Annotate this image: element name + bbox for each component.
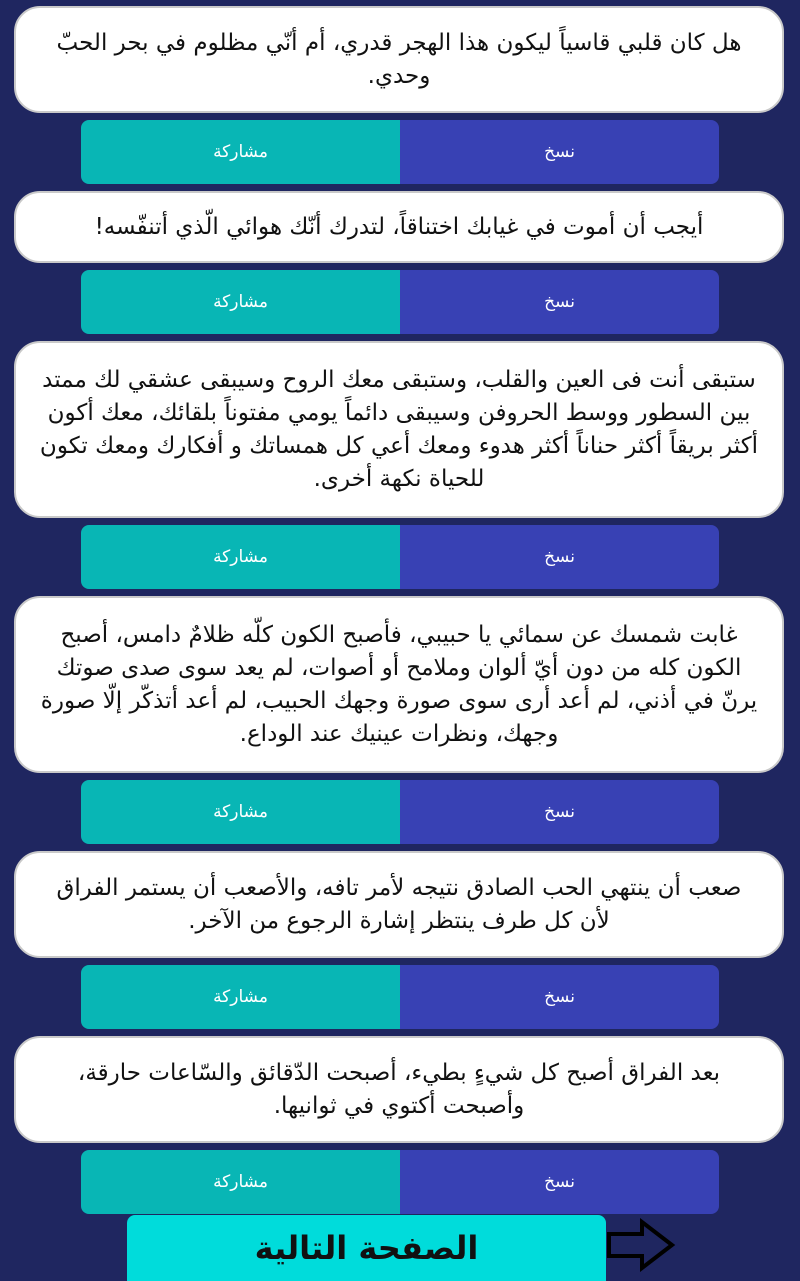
quote-text: أيجب أن أموت في غيابك اختناقاً، لتدرك أنّك هوائي الّذي أتنفّسه! — [94, 213, 704, 240]
copy-button[interactable]: نسخ — [400, 525, 719, 589]
share-button[interactable]: مشاركة — [81, 780, 400, 844]
arrow-right-icon[interactable] — [606, 1218, 676, 1272]
quote-actions — [81, 525, 719, 589]
quote-card — [14, 6, 784, 113]
quote-text: صعب أن ينتهي الحب الصادق نتيجه لأمر تافه، والأصعب أن يستمر الفراق لأن كل طرف ينتظر إشارة الرجوع من الآخر. — [56, 874, 742, 934]
quote-card — [14, 341, 784, 518]
quote-text: ستبقى أنت فى العين والقلب، وستبقى معك الروح وسيبقى عشقي لك ممتد بين السطور ووسط الحروفن وسيبقى دائماً يومي مفتوناً بلقائك، معك أكون أكثر بريقاً أكثر حناناً أكثر هدوء ومعك أعي كل همساتك و أفكارك ومعك تكون للحياة نكهة أخرى. — [39, 366, 759, 492]
copy-button[interactable]: نسخ — [400, 120, 719, 184]
quote-actions — [81, 120, 719, 184]
quote-actions — [81, 780, 719, 844]
quote-card — [14, 851, 784, 958]
quote-text: بعد الفراق أصبح كل شيءٍ بطيء، أصبحت الدّقائق والسّاعات حارقة، وأصبحت أكتوي في ثوانيها. — [77, 1059, 721, 1119]
share-button[interactable]: مشاركة — [81, 965, 400, 1029]
share-button[interactable]: مشاركة — [81, 270, 400, 334]
quote-card — [14, 596, 784, 773]
copy-button[interactable]: نسخ — [400, 780, 719, 844]
copy-button[interactable]: نسخ — [400, 270, 719, 334]
quote-text: هل كان قلبي قاسياً ليكون هذا الهجر قدري، أم أنّي مظلوم في بحر الحبّ وحدي. — [56, 29, 742, 89]
quote-actions — [81, 965, 719, 1029]
quote-text: غابت شمسك عن سمائي يا حبيبي، فأصبح الكون كلّه ظلامٌ دامس، أصبح الكون كله من دون أيّ ألوان وملامح أو أصوات، لم يعد سوى صدى صوتك يرنّ في أذني، لم أعد أرى سوى صورة وجهك الحبيب، لم أعد أتذكّر إلّا صورة وجهك، ونظرات عينيك عند الوداع. — [40, 621, 758, 747]
share-button[interactable]: مشاركة — [81, 525, 400, 589]
quote-card — [14, 191, 784, 263]
copy-button[interactable]: نسخ — [400, 965, 719, 1029]
quote-card — [14, 1036, 784, 1143]
next-page-button[interactable]: الصفحة التالية — [127, 1215, 606, 1281]
quote-actions — [81, 270, 719, 334]
quote-actions — [81, 1150, 719, 1214]
copy-button[interactable]: نسخ — [400, 1150, 719, 1214]
share-button[interactable]: مشاركة — [81, 120, 400, 184]
share-button[interactable]: مشاركة — [81, 1150, 400, 1214]
